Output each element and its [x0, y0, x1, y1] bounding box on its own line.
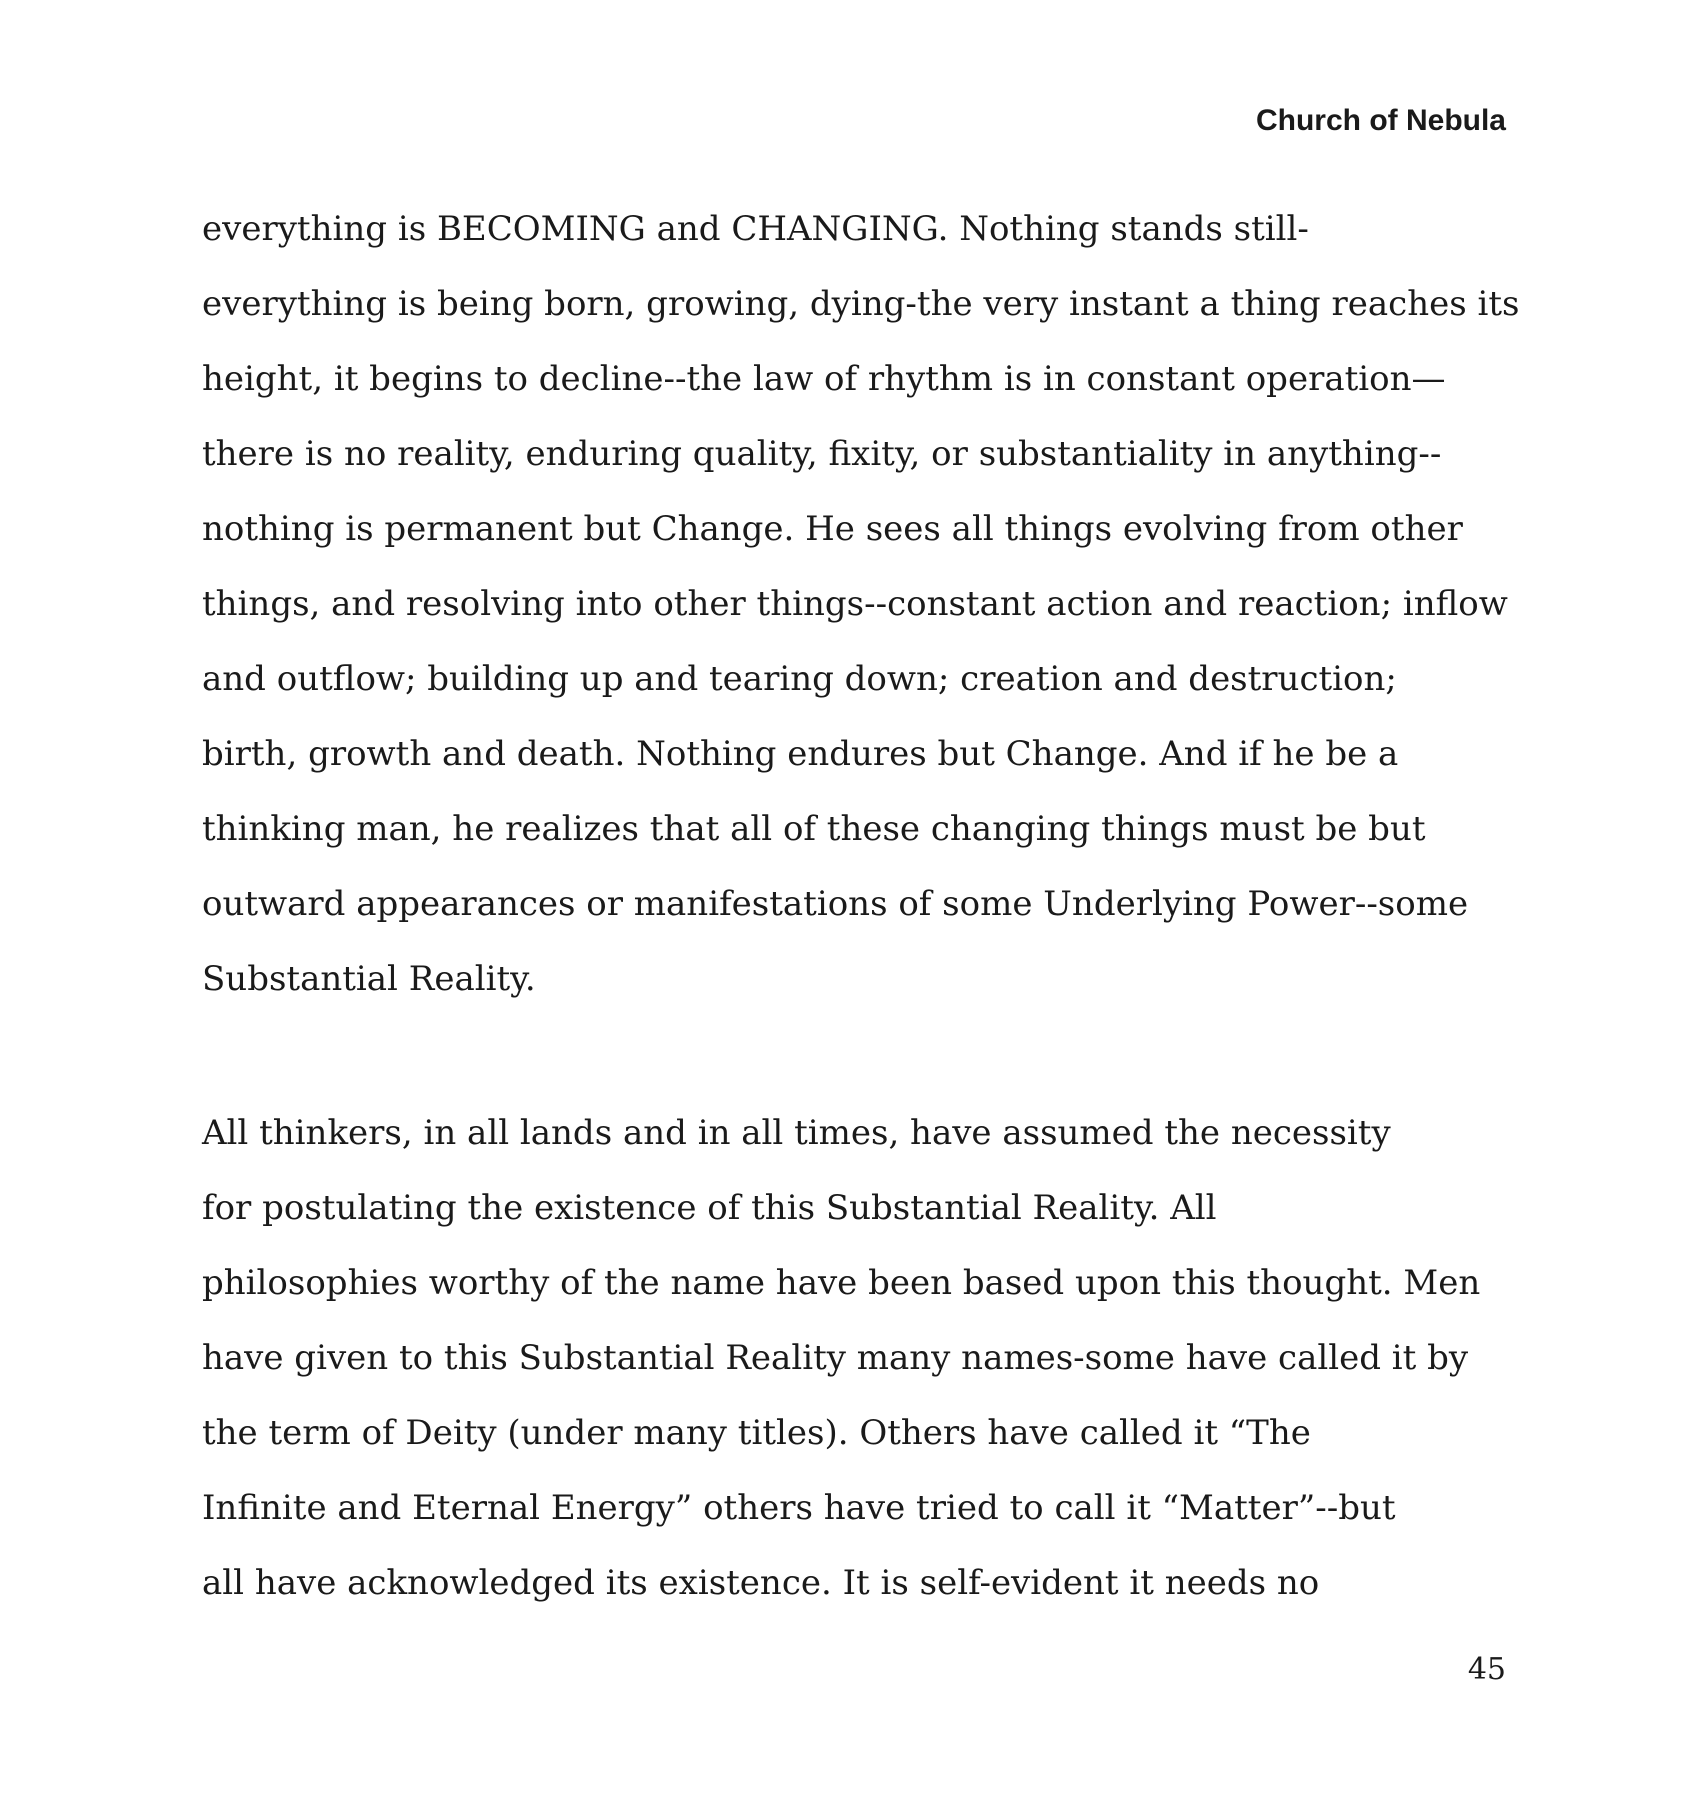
text-line: height, it begins to decline--the law of rhythm is in constant operation— — [202, 359, 1446, 399]
text-line: Infinite and Eternal Energy” others have tried to call it “Matter”--but — [202, 1488, 1396, 1528]
running-head-title: Church of Nebula — [1255, 104, 1506, 137]
text-line: for postulating the existence of this Substantial Reality. All — [202, 1188, 1217, 1228]
text-line: thinking man, he realizes that all of these changing things must be but — [202, 809, 1426, 849]
body-paragraph-1 — [202, 192, 1519, 1017]
text-line: nothing is permanent but Change. He sees all things evolving from other — [202, 509, 1463, 549]
page-number: 45 — [1467, 1652, 1506, 1687]
text-line: Substantial Reality. — [202, 959, 536, 999]
text-line: and outflow; building up and tearing down; creation and destruction; — [202, 659, 1397, 699]
text-line: philosophies worthy of the name have been based upon this thought. Men — [202, 1263, 1481, 1303]
text-line: everything is BECOMING and CHANGING. Nothing stands still- — [202, 209, 1309, 249]
text-line: things, and resolving into other things--constant action and reaction; inflow — [202, 584, 1508, 624]
body-paragraph-2 — [202, 1096, 1480, 1621]
text-line: birth, growth and death. Nothing endures but Change. And if he be a — [202, 734, 1399, 774]
text-line: everything is being born, growing, dying-the very instant a thing reaches its — [202, 284, 1520, 324]
text-line: the term of Deity (under many titles). Others have called it “The — [202, 1413, 1311, 1453]
text-line: there is no reality, enduring quality, fixity, or substantiality in anything-- — [202, 434, 1442, 474]
text-line: have given to this Substantial Reality many names-some have called it by — [202, 1338, 1469, 1378]
text-line: outward appearances or manifestations of some Underlying Power--some — [202, 884, 1469, 924]
text-line: All thinkers, in all lands and in all times, have assumed the necessity — [202, 1113, 1391, 1153]
text-line: all have acknowledged its existence. It is self-evident it needs no — [202, 1563, 1320, 1603]
